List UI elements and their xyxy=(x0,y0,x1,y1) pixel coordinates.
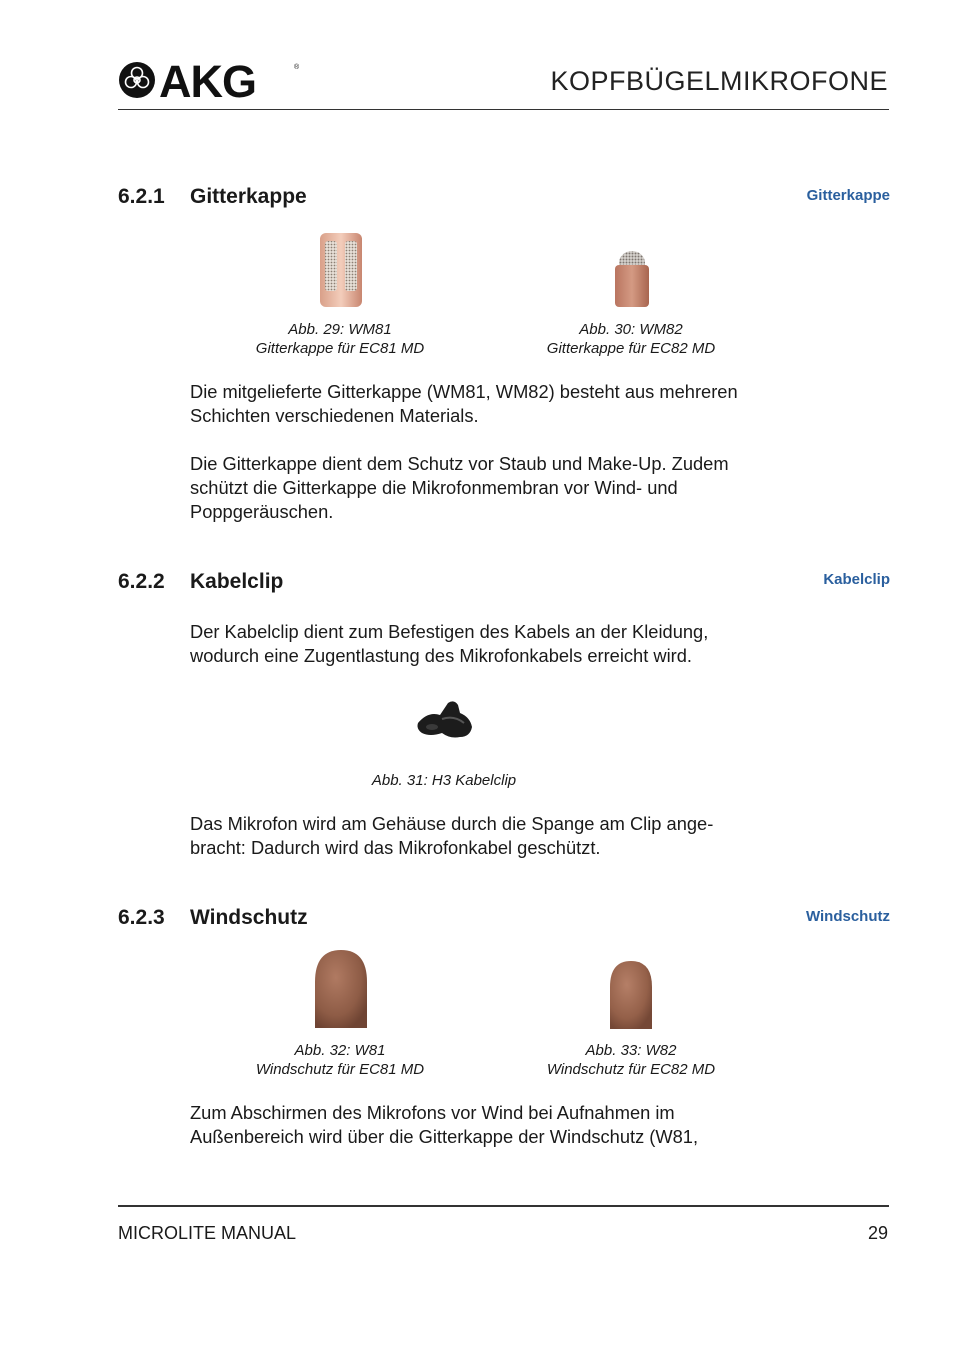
section-title: Kabelclip xyxy=(190,570,284,593)
w82-windscreen-image xyxy=(606,959,656,1031)
caption-line: Gitterkappe für EC81 MD xyxy=(255,340,425,357)
caption-line: Abb. 33: W82 xyxy=(585,1042,677,1059)
text-line: Zum Abschirmen des Mikrofons vor Wind bei Aufnahmen im xyxy=(190,1102,675,1123)
paragraph xyxy=(190,380,790,428)
paragraph xyxy=(190,452,790,524)
header-divider xyxy=(118,109,889,110)
wm82-grille-cap-image xyxy=(613,249,651,309)
figure-caption xyxy=(334,771,554,790)
logo-wordmark: AKG xyxy=(159,58,256,102)
caption-line: Windschutz für EC81 MD xyxy=(255,1061,425,1078)
page-number: 29 xyxy=(867,1223,888,1243)
text-line: bracht: Dadurch wird das Mikrofonkabel geschützt. xyxy=(190,837,601,858)
footer-divider xyxy=(118,1205,889,1207)
text-line: Die mitgelieferte Gitterkappe (WM81, WM82) besteht aus mehreren xyxy=(190,381,738,402)
figure-caption xyxy=(521,320,741,358)
margin-label-windschutz: Windschutz xyxy=(805,908,890,925)
text-line: wodurch eine Zugentlastung des Mikrofonkabels erreicht wird. xyxy=(190,645,692,666)
figure-caption xyxy=(230,320,450,358)
text-line: schützt die Gitterkappe die Mikrofonmembran vor Wind- und xyxy=(190,477,678,498)
caption-line: Abb. 32: W81 xyxy=(294,1042,386,1059)
section-number: 6.2.1 xyxy=(118,185,165,208)
text-line: Das Mikrofon wird am Gehäuse durch die Spange am Clip ange- xyxy=(190,813,714,834)
paragraph xyxy=(190,812,790,860)
svg-text:®: ® xyxy=(294,64,300,71)
akg-logo xyxy=(117,58,302,102)
paragraph xyxy=(190,620,790,668)
text-line: Poppgeräuschen. xyxy=(190,501,334,522)
text-line: Außenbereich wird über die Gitterkappe der Windschutz (W81, xyxy=(190,1126,699,1147)
text-line: Schichten verschiedenen Materials. xyxy=(190,405,479,426)
caption-line: Abb. 29: WM81 xyxy=(288,321,392,338)
figure-caption xyxy=(521,1041,741,1079)
caption-line: Abb. 31: H3 Kabelclip xyxy=(371,772,517,789)
caption-line: Gitterkappe für EC82 MD xyxy=(546,340,716,357)
margin-label-kabelclip: Kabelclip xyxy=(823,571,890,588)
text-line: Der Kabelclip dient zum Befestigen des Kabels an der Kleidung, xyxy=(190,621,709,642)
margin-label-gitterkappe: Gitterkappe xyxy=(806,187,890,204)
paragraph xyxy=(190,1101,790,1149)
caption-line: Windschutz für EC82 MD xyxy=(546,1061,716,1078)
footer-manual-title: MICROLITE MANUAL xyxy=(118,1223,297,1243)
section-number: 6.2.3 xyxy=(118,906,165,929)
section-number: 6.2.2 xyxy=(118,570,165,593)
w81-windscreen-image xyxy=(311,948,371,1030)
figure-caption xyxy=(230,1041,450,1079)
page-header-title: KOPFBÜGELMIKROFONE xyxy=(550,66,888,96)
caption-line: Abb. 30: WM82 xyxy=(579,321,683,338)
text-line: Die Gitterkappe dient dem Schutz vor Staub und Make-Up. Zudem xyxy=(190,453,729,474)
section-title: Windschutz xyxy=(190,906,308,929)
wm81-grille-cap-image xyxy=(318,231,364,309)
h3-cable-clip-image xyxy=(414,697,476,743)
section-title: Gitterkappe xyxy=(190,185,307,208)
